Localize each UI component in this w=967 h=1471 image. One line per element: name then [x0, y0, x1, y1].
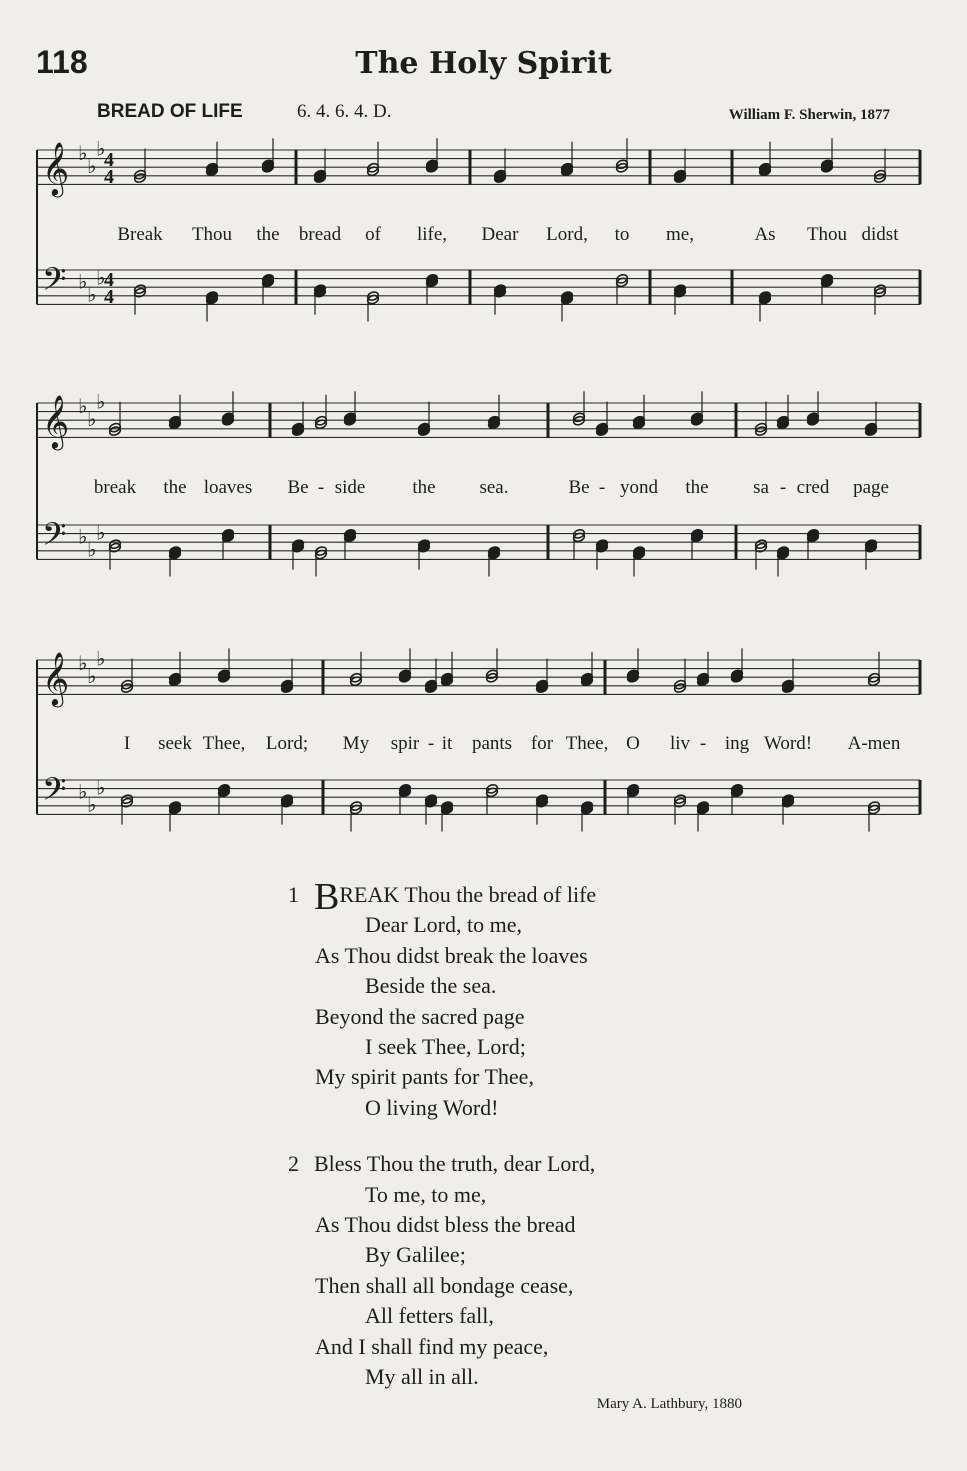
bass-clef-icon: 𝄢	[42, 516, 67, 560]
bass-clef-icon: 𝄢	[42, 771, 67, 815]
lyric-word: the	[256, 224, 280, 245]
flat-icon: ♭	[87, 663, 97, 688]
lyric-word: bread	[298, 224, 342, 245]
flat-icon: ♭	[78, 779, 88, 804]
meter: 6. 4. 6. 4. D.	[297, 101, 392, 122]
flat-icon: ♭	[87, 537, 97, 562]
lyric-word: My	[342, 733, 370, 754]
time-signature-numerator: 4	[104, 149, 114, 171]
verse-line: All fetters fall,	[365, 1303, 494, 1329]
lyric-word: side	[334, 477, 366, 498]
verse-line	[288, 876, 597, 918]
verse-number: 1	[288, 882, 299, 907]
verse-line: By Galilee;	[365, 1242, 466, 1268]
lyric-word: loaves	[203, 477, 253, 498]
flat-icon: ♭	[96, 520, 106, 545]
lyric-word: page	[853, 477, 889, 498]
lyric-word: sa	[753, 477, 769, 498]
bass-clef-icon: 𝄢	[42, 261, 67, 305]
treble-clef-icon: 𝄞	[42, 651, 70, 705]
verse-line: Then shall all bondage cease,	[315, 1272, 574, 1298]
lyric-word: Lord;	[265, 733, 309, 754]
hymn-number: 118	[36, 44, 88, 80]
verse-1	[288, 876, 597, 1123]
flat-icon: ♭	[78, 269, 88, 294]
flat-icon: ♭	[96, 136, 106, 161]
tune-name: BREAD OF LIFE	[97, 101, 243, 122]
verse-line: I seek Thee, Lord;	[365, 1034, 526, 1060]
treble-clef-icon: 𝄞	[42, 394, 70, 448]
lyric-word: the	[163, 477, 187, 498]
author-credit: Mary A. Lathbury, 1880	[596, 1396, 742, 1412]
time-signature-denominator: 4	[104, 286, 114, 308]
flat-icon: ♭	[87, 282, 97, 307]
verse-line: Beyond the sacred page	[315, 1003, 525, 1029]
verse-line: As Thou didst break the loaves	[315, 942, 588, 968]
lyric-word: life,	[416, 224, 448, 245]
lyric-word: -	[427, 733, 435, 754]
verses	[288, 876, 597, 1419]
lyric-word: liv	[669, 733, 691, 754]
flat-icon: ♭	[96, 265, 106, 290]
lyric-word: spir	[390, 733, 420, 754]
lyric-word: the	[412, 477, 436, 498]
lyric-word: -	[779, 477, 787, 498]
verse-line: My all in all.	[365, 1364, 479, 1390]
drop-cap: B	[314, 876, 340, 918]
lyric-word: Dear	[481, 224, 519, 245]
verse-line: Beside the sea.	[365, 973, 497, 999]
lyric-word: break	[93, 477, 137, 498]
lyric-word: for	[530, 733, 554, 754]
lyric-word: -	[317, 477, 325, 498]
verse-line-text: REAK Thou the bread of life	[339, 882, 597, 907]
lyric-word: A-men	[847, 733, 901, 754]
verse-line	[288, 1149, 596, 1179]
lyric-word: pants	[471, 733, 513, 754]
composer-credit: William F. Sherwin, 1877	[728, 107, 890, 123]
verse-line: O living Word!	[365, 1094, 499, 1120]
flat-icon: ♭	[78, 394, 88, 418]
lyric-word: of	[365, 224, 381, 245]
verse-2	[288, 1149, 596, 1392]
lyric-word: Thou	[191, 224, 233, 245]
section-title: The Holy Spirit	[355, 46, 612, 81]
verse-line: Dear Lord, to me,	[365, 912, 522, 938]
lyric-word: Lord,	[546, 224, 588, 245]
lyric-word: I	[123, 733, 131, 754]
lyric-word: the	[685, 477, 709, 498]
flat-icon: ♭	[87, 153, 97, 178]
lyric-word: -	[598, 477, 606, 498]
lyric-word: Word!	[763, 733, 813, 754]
lyric-word: ing	[724, 733, 750, 754]
verse-number: 2	[288, 1151, 299, 1177]
verse-line: To me, to me,	[365, 1181, 487, 1207]
lyric-word: me,	[666, 224, 694, 245]
lyric-word: O	[626, 733, 640, 754]
lyric-word: Thee,	[202, 733, 246, 754]
lyric-word: As	[754, 224, 776, 245]
lyric-word: cred	[796, 477, 830, 498]
flat-icon: ♭	[78, 524, 88, 549]
verse-line: As Thou didst bless the bread	[315, 1212, 576, 1238]
treble-clef-icon: 𝄞	[42, 141, 70, 195]
flat-icon: ♭	[78, 651, 88, 675]
lyric-word: Thee,	[565, 733, 609, 754]
flat-icon: ♭	[96, 389, 106, 414]
lyric-word: to	[614, 224, 630, 245]
flat-icon: ♭	[87, 792, 97, 817]
lyric-word: sea.	[479, 477, 509, 498]
verse-line: And I shall find my peace,	[315, 1333, 549, 1359]
flat-icon: ♭	[78, 141, 88, 165]
lyric-word: didst	[861, 224, 899, 245]
lyric-word: Be	[568, 477, 590, 498]
lyric-word: Thou	[806, 224, 848, 245]
flat-icon: ♭	[87, 406, 97, 431]
lyric-word: yond	[620, 477, 658, 498]
flat-icon: ♭	[96, 646, 106, 671]
verse-line: My spirit pants for Thee,	[315, 1064, 534, 1090]
lyric-word: seek	[158, 733, 192, 754]
lyric-word: Break	[117, 224, 163, 245]
time-signature-numerator: 4	[104, 269, 114, 291]
flat-icon: ♭	[96, 775, 106, 800]
verse-line-text: Bless Thou the truth, dear Lord,	[314, 1151, 596, 1177]
lyric-word: Be	[287, 477, 309, 498]
lyric-word: it	[441, 733, 453, 754]
lyric-word: -	[699, 733, 707, 754]
time-signature-denominator: 4	[104, 166, 114, 188]
